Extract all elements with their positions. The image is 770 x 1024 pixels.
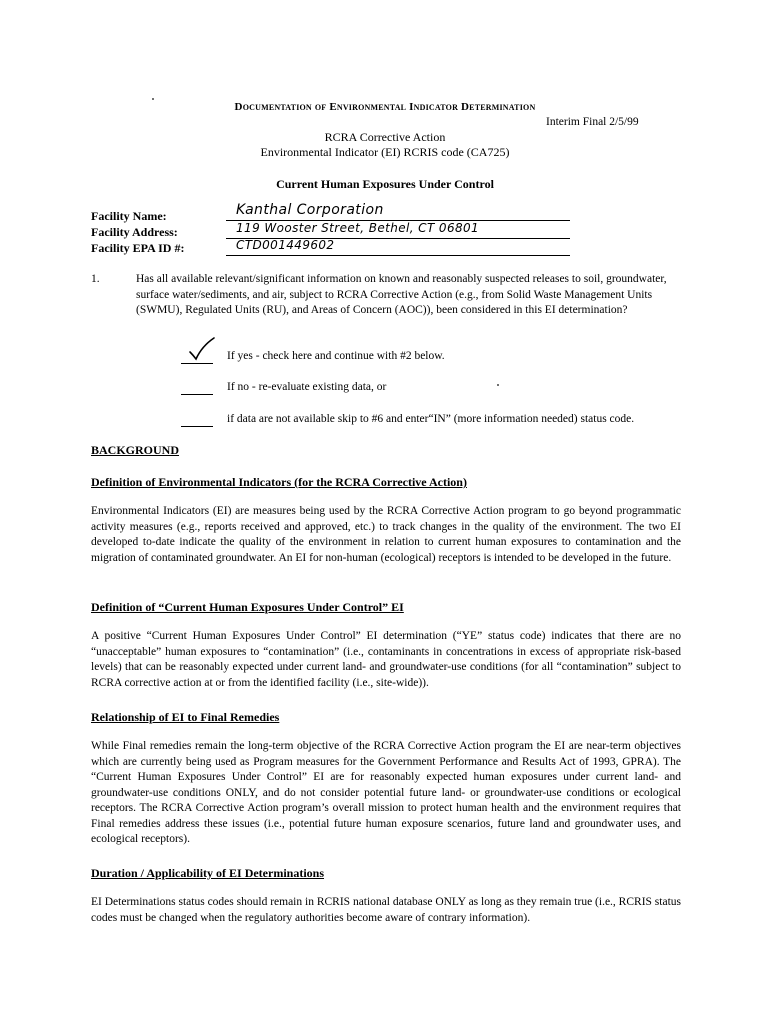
- scan-speck: [497, 384, 499, 386]
- facility-address-value: 119 Wooster Street, Bethel, CT 06801: [226, 220, 570, 239]
- option-in-text: if data are not available skip to #6 and enter“IN” (more information needed) status code.: [227, 413, 635, 425]
- duration-heading: Duration / Applicability of EI Determinations: [91, 866, 325, 880]
- facility-epa-id-label: Facility EPA ID #:: [91, 241, 185, 255]
- question-number: 1.: [91, 273, 100, 285]
- header-line-rcra: RCRA Corrective Action: [324, 130, 446, 144]
- relationship-heading: Relationship of EI to Final Remedies: [91, 710, 280, 724]
- facility-name-label: Facility Name:: [91, 209, 167, 223]
- document-subtitle: Current Human Exposures Under Control: [276, 177, 494, 191]
- header-line-ei-code: Environmental Indicator (EI) RCRIS code (CA725): [260, 145, 510, 159]
- question-text: Has all available relevant/significant information on known and reasonably suspected releases to soil, groundwater, surface water/sediments, and air, subject to RCRA Corrective Action (e.g., from Solid Waste Management Units (SWMU), Regulated Units (RU), and Areas of Concern (AOC)), been considered in this EI determination?: [136, 273, 667, 316]
- option-no-blank[interactable]: [181, 381, 213, 395]
- def-ei-paragraph: Environmental Indicators (EI) are measures being used by the RCRA Corrective Action program to go beyond programmatic activity measures (e.g., reports received and approved, etc.) to track changes in the quality of the environment. The two EI developed to-date indicate the quality of the environment in relation to current human exposures to contamination and the migration of contaminated groundwater. An EI for non-human (ecological) receptors is intended to be developed in the future.: [91, 505, 681, 564]
- option-yes-text: If yes - check here and continue with #2 below.: [227, 350, 445, 362]
- option-no-text: If no - re-evaluate existing data, or: [227, 381, 387, 393]
- def-chec-heading: Definition of “Current Human Exposures Under Control” EI: [91, 600, 404, 614]
- duration-paragraph: EI Determinations status codes should remain in RCRIS national database ONLY as long as they remain true (i.e., RCRIS status codes must be changed when the regulatory authorities become aware of contrary information).: [91, 896, 681, 924]
- background-heading: BACKGROUND: [91, 443, 180, 457]
- option-in-blank[interactable]: [181, 413, 213, 427]
- facility-name-value: Kanthal Corporation: [226, 202, 570, 221]
- relationship-paragraph: While Final remedies remain the long-term objective of the RCRA Corrective Action program the EI are near-term objectives which are currently being used as Program measures for the Government Performance and Results Act of 1993, GPRA). The “Current Human Exposures Under Control” EI are for reasonably expected human exposures under current land- and groundwater-use conditions ONLY, and do not consider potential future land- or groundwater-use conditions or ecological receptors. The RCRA Corrective Action program’s overall mission to protect human health and the environment requires that Final remedies address these issues (i.e., potential future human exposure scenarios, future land and groundwater uses, and ecological receptors).: [91, 740, 681, 845]
- checkmark-icon: [187, 336, 217, 362]
- def-chec-paragraph: A positive “Current Human Exposures Under Control” EI determination (“YE” status code) indicates that there are no “unacceptable” human exposures to “contamination” (i.e., contaminants in concentrations in excess of appropriate risk-based levels) that can be reasonably expected under current land- and groundwater-use conditions (for all “contamination” subject to RCRA corrective action at or from the identified facility (i.e., site-wide)).: [91, 630, 681, 689]
- def-ei-heading: Definition of Environmental Indicators (for the RCRA Corrective Action): [91, 475, 467, 489]
- document-title: Documentation of Environmental Indicator Determination: [234, 101, 536, 113]
- interim-date: Interim Final 2/5/99: [546, 116, 639, 128]
- facility-epa-id-value: CTD001449602: [226, 237, 570, 256]
- facility-address-label: Facility Address:: [91, 225, 178, 239]
